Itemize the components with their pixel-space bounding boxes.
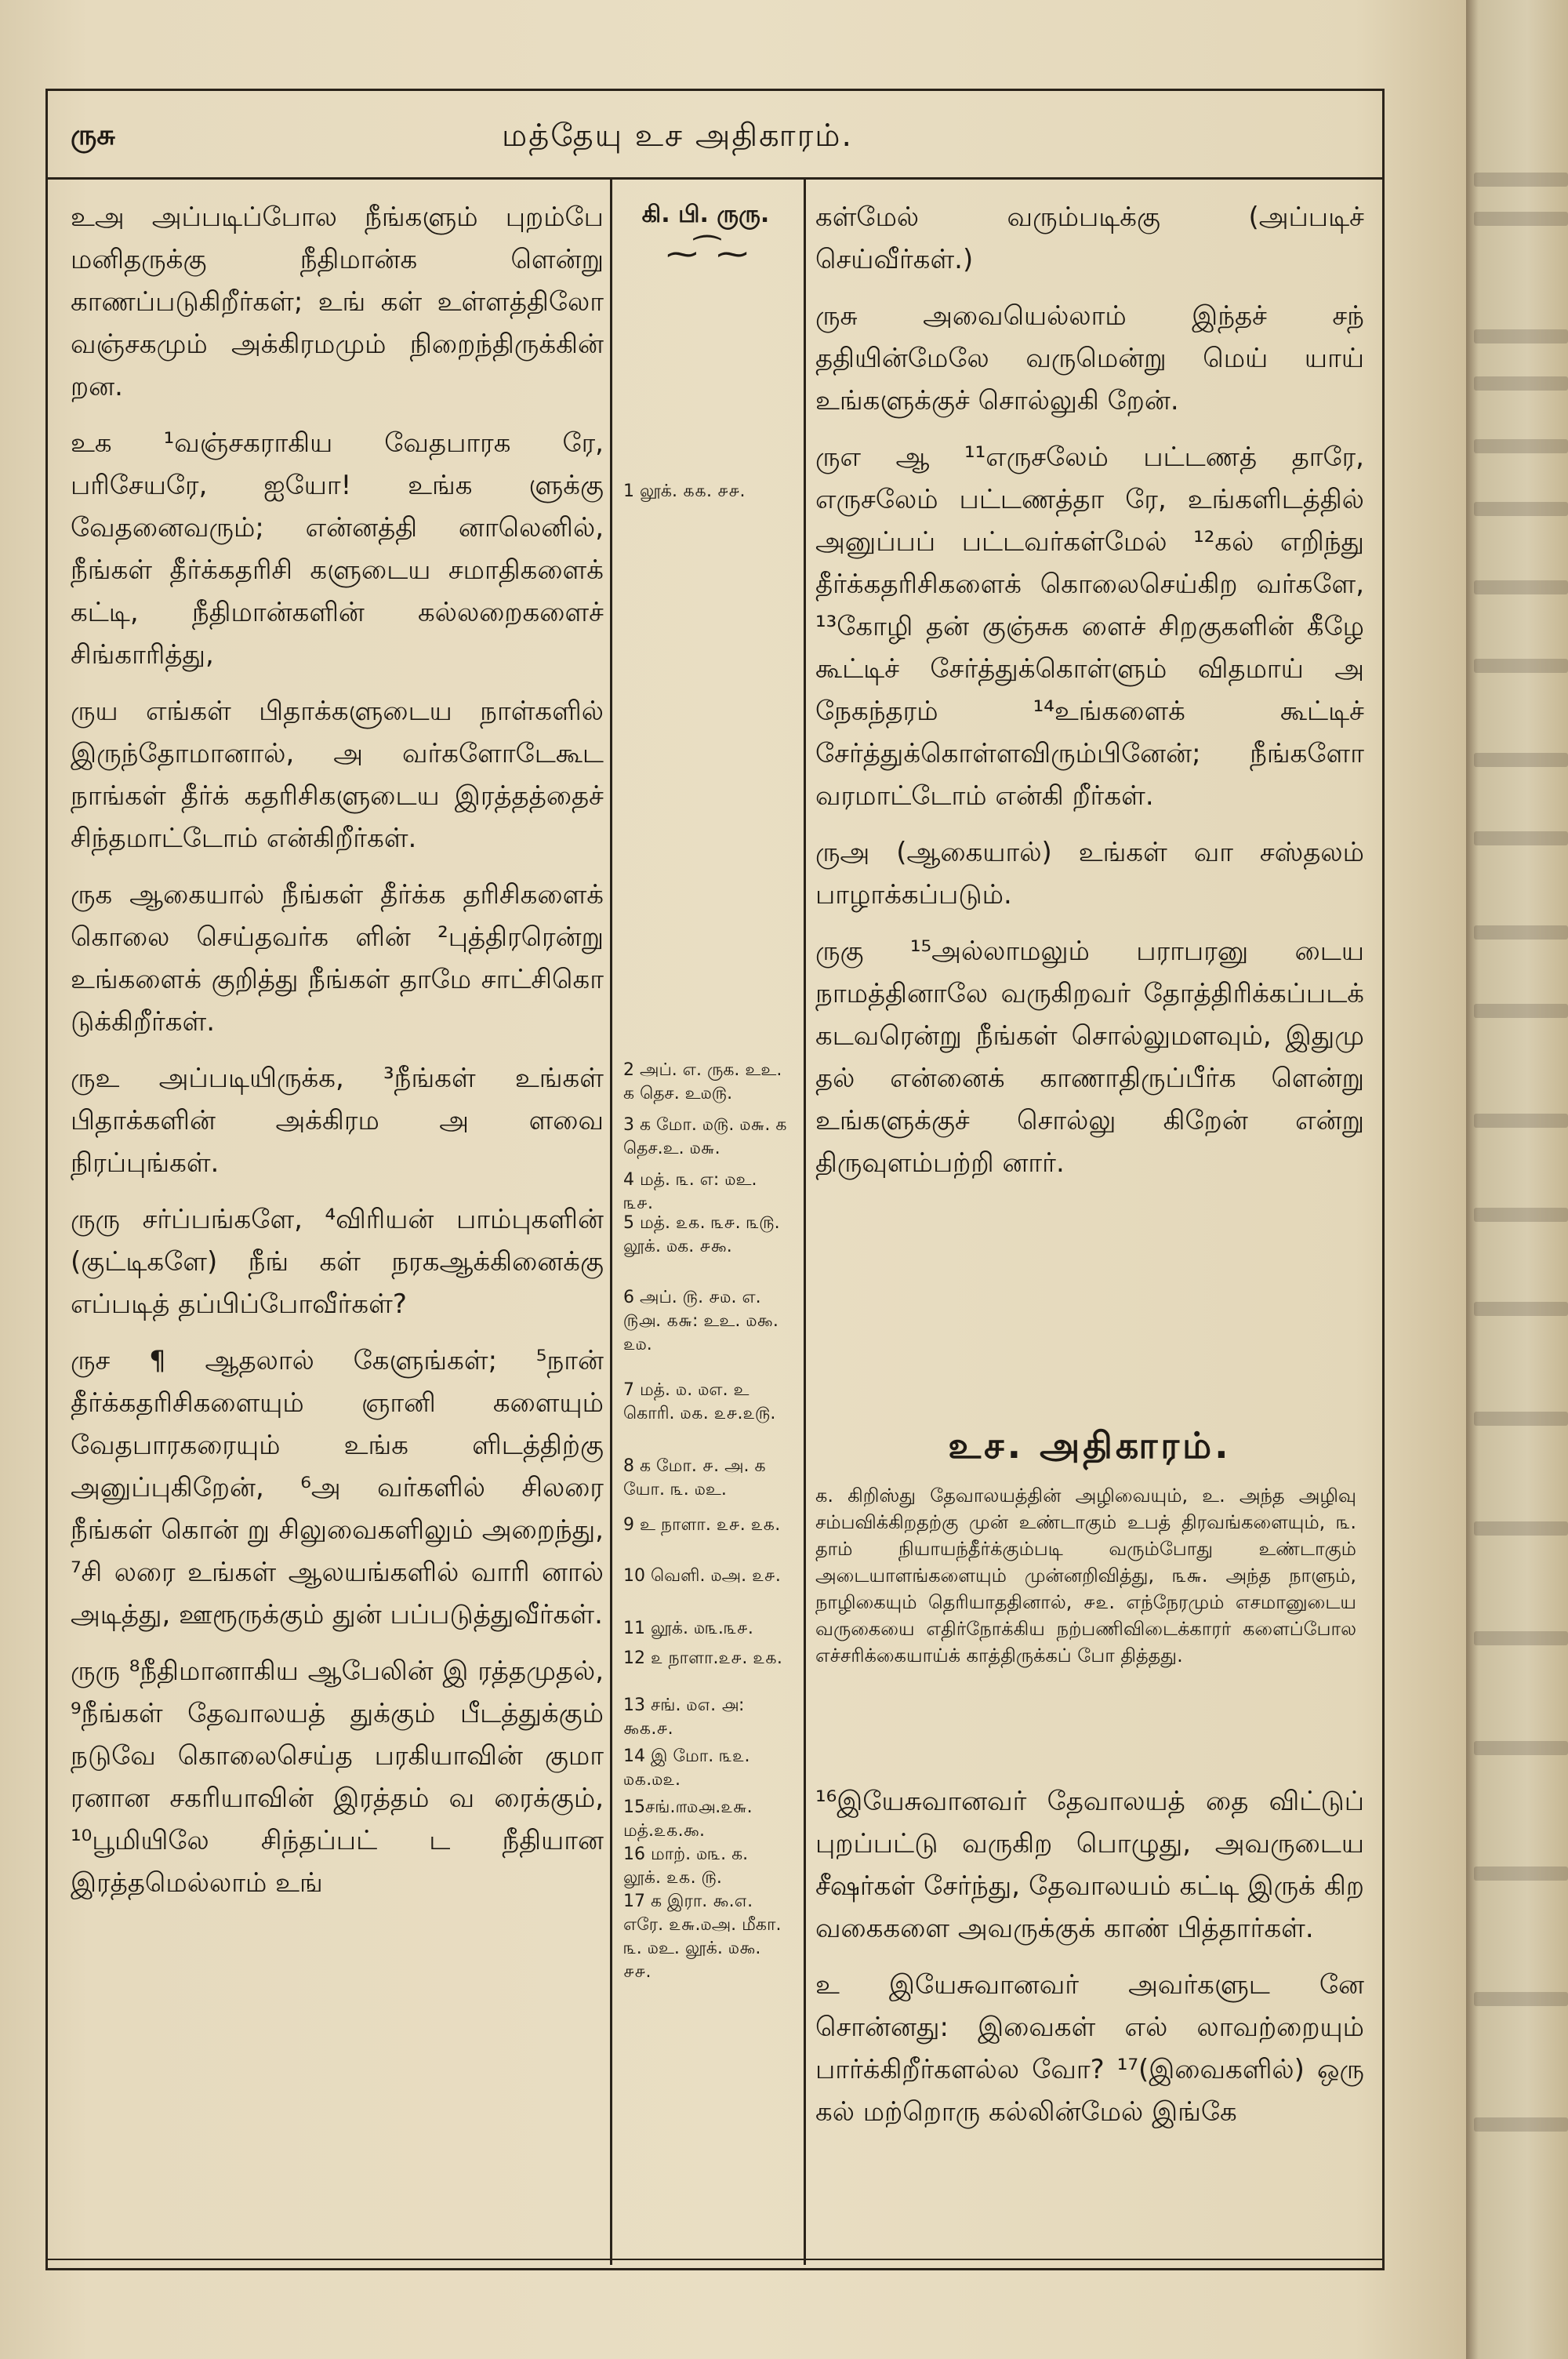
cross-reference: 6 அப். ௫. ௪௰. எ. ௫௮. ௧௬: உஉ. ௰௯. ௨௰.: [623, 1288, 779, 1354]
column-divider-right: [804, 179, 806, 2265]
running-head: மத்தேயு உச அதிகாரம்.: [502, 118, 854, 154]
cross-reference: 17 க இரா. ௯.௭. எரே. ௨௬.௰அ. மீகா. ௩. ௰உ. லூக். ௰௯. ௪௪.: [623, 1892, 782, 1982]
cross-reference: 4 மத். ௩. எ: ௰உ. ௩௪.: [623, 1170, 757, 1213]
text-line: [1474, 753, 1568, 767]
cross-reference: 15சங்.௱௰௮.௨௬. மத்.௨௧.௯.: [623, 1797, 753, 1841]
verse-paragraph: ¹⁶இயேசுவானவர் தேவாலயத் தை விட்டுப் புறப்பட்டு வருகிற பொழுது, அவருடைய சீஷர்கள் சேர்ந்து, தேவாலயம் கட்டி இருக் கிற வகைகளை அவருக்குக் காண் பித்தார்கள்.: [815, 1786, 1364, 1944]
verse-paragraph: ருசு அவையெல்லாம் இந்தச் சந் ததியின்மேலே வருமென்று மெய் யாய் உங்களுக்குச் சொல்லுகி றேன்.: [815, 300, 1364, 416]
right-column: [815, 196, 1364, 1198]
cross-reference: 1 லூக். ௧௧. ௪௪.: [623, 482, 746, 501]
ornament-flourish: ⁓⁀⁓: [666, 236, 746, 272]
text-line: [1474, 212, 1568, 226]
cross-reference: 9 உ நாளா. ௨௪. ௨௧.: [623, 1515, 781, 1535]
text-line: [1474, 1412, 1568, 1426]
chapter-title: உச. அதிகாரம்.: [948, 1424, 1232, 1467]
verse-paragraph: உஅ அப்படிப்போல நீங்களும் புறம்பே மனிதருக்கு நீதிமான்க ளென்று காணப்படுகிறீர்கள்; உங் கள் உள்ளத்திலோ வஞ்சகமும் அக்கிரமமும் நிறைந்திருக்கின் றன.: [71, 202, 604, 402]
left-column: [71, 196, 604, 1918]
verse-paragraph: ருக ஆகையால் நீங்கள் தீர்க்க தரிசிகளைக் கொலை செய்தவர்க ளின் ²புத்திரரென்று உங்களைக் குறித்து நீங்கள் தாமே சாட்சிகொ டுக்கிறீர்கள்.: [71, 879, 604, 1038]
verse-paragraph: கள்மேல் வரும்படிக்கு (அப்படிச் செய்வீர்கள்.): [815, 202, 1364, 275]
text-line: [1474, 502, 1568, 516]
text-line: [1474, 1208, 1568, 1222]
text-line: [1474, 925, 1568, 940]
cross-reference: 14 இ மோ. ௩௨. ௰௧.௰௨.: [623, 1747, 750, 1790]
verse-paragraph: ருஎ ஆ ¹¹எருசலேம் பட்டணத் தாரே, எருசலேம் பட்டணத்தா ரே, உங்களிடத்தில் அனுப்பப் பட்டவர்கள்மேல் ¹²கல் எறிந்து தீர்க்கதரிசிகளைக் கொலைசெய்கிற வர்களே, ¹³கோழி தன் குஞ்சுக ளைச் சிறகுகளின் கீழே கூட்டிச் சேர்த்துக்கொள்ளும் விதமாய் அ நேகந்தரம் ¹⁴உங்களைக் கூட்டிச் சேர்த்துக்கொள்ளவிரும்பினேன்; நீங்களோ வரமாட்டோம் என்கி றீர்கள்.: [815, 442, 1364, 812]
verse-paragraph: ருகு ¹⁵அல்லாமலும் பராபரனு டைய நாமத்தினாலே வருகிறவர் தோத்திரிக்கப்படக் கடவரென்று நீங்கள் சொல்லுமளவும், இதுமு தல் என்னைக் காணாதிருப்பீர்க ளென்று உங்களுக்குச் சொல்லு கிறேன் என்று திருவுளம்பற்றி னார்.: [815, 936, 1364, 1179]
text-line: [1474, 580, 1568, 594]
verse-paragraph: உ இயேசுவானவர் அவர்களுட னே சொன்னது: இவைகள் எல் லாவற்றையும் பார்க்கிறீர்களல்ல வோ? ¹⁷(இவைகளில்) ஒரு கல் மற்றொரு கல்லின்மேல் இங்கே: [815, 1969, 1364, 2128]
cross-reference: 13 சங். ௰௭. ௮: ௯௧.௪.: [623, 1696, 745, 1739]
cross-reference: 11 லூக். ௰௩.௩௪.: [623, 1619, 753, 1638]
page-number: ருசு: [71, 119, 115, 151]
text-line: [1474, 1992, 1568, 2006]
cross-reference: 5 மத். ௨௧. ௩௪. ௩௫. லூக். ௰க. ௪௯.: [623, 1213, 780, 1256]
verse-paragraph: ருச ¶ ஆதலால் கேளுங்கள்; ⁵நான் தீர்க்கதரிசிகளையும் ஞானி களையும் வேதபாரகரையும் உங்க ளிடத்திற்கு அனுப்புகிறேன், ⁶அ வர்களில் சிலரை நீங்கள் கொன் று சிலுவைகளிலும் அறைந்து, ⁷சி லரை உங்கள் ஆலயங்களில் வாரி னால் அடித்து, ஊரூருக்கும் துன் பப்படுத்துவீர்கள்.: [71, 1345, 604, 1630]
adjacent-page-edge: [1466, 0, 1568, 2359]
text-line: [1474, 1114, 1568, 1128]
verse-paragraph: ருஉ அப்படியிருக்க, ³நீங்கள் உங்கள் பிதாக்களின் அக்கிரம அ ளவை நிரப்புங்கள்.: [71, 1063, 604, 1179]
verse-paragraph: உக ¹வஞ்சகராகிய வேதபாரக ரே, பரிசேயரே, ஐயோ! உங்க ளுக்கு வேதனைவரும்; என்னத்தி னாலெனில், நீங்கள் தீர்க்கதரிசி களுடைய சமாதிகளைக் கட்டி, நீதிமான்களின் கல்லறைகளைச் சிங்காரித்து,: [71, 427, 604, 671]
bottom-rule: [45, 2259, 1382, 2260]
text-line: [1474, 376, 1568, 391]
text-line: [1474, 1631, 1568, 1645]
text-line: [1474, 1521, 1568, 1536]
verse-paragraph: ருரு ⁸நீதிமானாகிய ஆபேலின் இ ரத்தமுதல், ⁹நீங்கள் தேவாலயத் துக்கும் பீடத்துக்கும் நடுவே கொலைசெய்த பரகியாவின் குமா ரனான சகரியாவின் இரத்தம் வ ரைக்கும், ¹⁰பூமியிலே சிந்தப்பட் ட நீதியான இரத்தமெல்லாம் உங்: [71, 1656, 604, 1899]
center-column: [623, 196, 788, 272]
column-divider-left: [610, 179, 612, 2265]
text-line: [1474, 329, 1568, 343]
cross-reference: 10 வெளி. ௰அ. ௨௪.: [623, 1566, 781, 1586]
text-line: [1474, 659, 1568, 673]
verse-paragraph: ருய எங்கள் பிதாக்களுடைய நாள்களில் இருந்தோமானால், அ வர்களோடேகூட நாங்கள் தீர்க் கதரிசிகளுடைய இரத்தத்தைச் சிந்தமாட்டோம் என்கிறீர்கள்.: [71, 696, 604, 854]
cross-reference: 8 க மோ. ௪. அ. க யோ. ௩. ௰உ.: [623, 1456, 766, 1499]
cross-reference: 16 மாற். ௰௩. க. லூக். ௨௧. ௫.: [623, 1845, 749, 1888]
verse-paragraph: ருஅ (ஆகையால்) உங்கள் வா சஸ்தலம் பாழாக்கப்படும்.: [815, 837, 1364, 911]
chapter-summary: க. கிறிஸ்து தேவாலயத்தின் அழிவையும், உ. அந்த அழிவு சம்பவிக்கிறதற்கு முன் உண்டாகும் உபத் திரவங்களையும், ௩. தாம் நியாயந்தீர்க்கும்படி வரும்போது உண்டாகும் அடையாளங்களையும் முன்னறிவித்து, ௩௬. அந்த நாளும், நாழிகையும் தெரியாததினால், ௪௨. எந்நேரமும் எசமானுடைய வருகையை எதிர்நோக்கிய நற்பணிவிடைக்காரர் களைப்போல எச்சரிக்கையாய்க் காத்திருக்கப் போ தித்தது.: [815, 1485, 1356, 1667]
cross-reference: 12 ௨ நாளா.௨௪. ௨௧.: [623, 1648, 782, 1668]
right-column-continued: [815, 1780, 1364, 2147]
cross-reference: 3 க மோ. ௰௫. ௰௬. க தெச.உ. ௰௬.: [623, 1115, 787, 1158]
cross-reference: 7 மத். ௰. ௰எ. உ கொரி. ௰௧. ௨௪.௨௫.: [623, 1380, 776, 1423]
text-line: [1474, 2117, 1568, 2132]
text-line: [1474, 831, 1568, 845]
header-rule: [45, 177, 1382, 180]
cross-reference: 2 அப். எ. ருக. உஉ. க தெச. உ௰௫.: [623, 1060, 782, 1103]
text-line: [1474, 439, 1568, 453]
year-heading: கி. பி. ருரு.: [641, 201, 770, 228]
text-line: [1474, 1741, 1568, 1755]
text-line: [1474, 1866, 1568, 1881]
verse-paragraph: ருரு சர்ப்பங்களே, ⁴விரியன் பாம்புகளின் (குட்டிகளே) நீங் கள் நரகஆக்கினைக்கு எப்படித் தப்பிப்போவீர்கள்?: [71, 1204, 604, 1320]
text-line: [1474, 1004, 1568, 1018]
text-line: [1474, 1302, 1568, 1316]
text-line: [1474, 173, 1568, 187]
